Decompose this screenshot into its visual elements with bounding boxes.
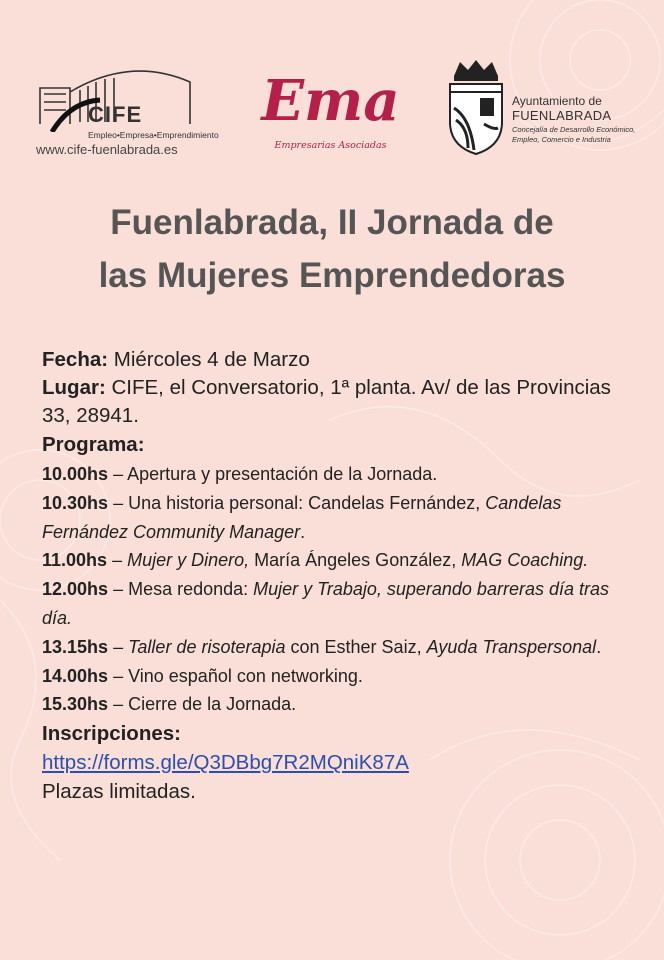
- event-details: [42, 346, 642, 807]
- cife-tagline: Empleo•Empresa•Emprendimiento: [88, 130, 219, 140]
- schedule-text-italic: Taller de risoterapia: [128, 636, 286, 657]
- event-title: [20, 196, 644, 302]
- lugar-row: [42, 374, 642, 430]
- logos-header: [30, 58, 640, 168]
- schedule-text-italic: Candelas Fernández Community Manager: [42, 492, 562, 542]
- schedule-item: [42, 546, 642, 575]
- programa-heading: Programa:: [42, 433, 145, 456]
- event-title-line2: las Mujeres Emprendedoras: [98, 256, 566, 295]
- schedule-time: 11.00hs: [42, 550, 108, 571]
- inscripciones-heading: Inscripciones:: [42, 722, 181, 746]
- ayuntamiento-line2: FUENLABRADA: [512, 108, 612, 123]
- schedule-sep: –: [108, 492, 129, 513]
- schedule-text: Apertura y presentación de la Jornada.: [127, 464, 438, 484]
- schedule-time: 10.30hs: [42, 492, 109, 513]
- schedule-item: [42, 460, 642, 489]
- fecha-value: Miércoles 4 de Marzo: [108, 348, 310, 371]
- schedule-text: Una historia personal: Candelas Fernández,: [128, 492, 486, 513]
- lugar-label: Lugar:: [42, 376, 106, 399]
- schedule-sep: –: [108, 464, 128, 484]
- programa-list: [42, 460, 642, 719]
- schedule-text: María Ángeles González,: [249, 550, 462, 571]
- coat-of-arms-icon: [444, 58, 508, 156]
- ema-subtitle: Empresarias Asociadas: [274, 140, 387, 151]
- schedule-text-italic: Mujer y Dinero,: [127, 550, 250, 571]
- schedule-sep: –: [108, 665, 129, 686]
- registration-link[interactable]: https://forms.gle/Q3DBbg7R2MQniK87A: [42, 751, 409, 775]
- ayuntamiento-line3: Concejalía de Desarrollo Económico, Empleo, Comercio e Industria: [512, 125, 636, 144]
- schedule-text: Mesa redonda:: [128, 579, 254, 600]
- schedule-item: [42, 633, 642, 662]
- cife-logo: [30, 62, 219, 162]
- schedule-sep: –: [108, 579, 129, 600]
- ayuntamiento-text: [512, 94, 652, 145]
- schedule-item: [42, 662, 642, 691]
- schedule-sep: –: [107, 550, 128, 571]
- schedule-text-italic: Ayuda Transpersonal: [426, 636, 597, 657]
- cife-url: www.cife-fuenlabrada.es: [36, 142, 178, 157]
- ema-wordmark: Ema: [261, 68, 400, 134]
- schedule-text: Cierre de la Jornada.: [128, 694, 297, 715]
- schedule-text: Vino español con networking.: [128, 665, 363, 686]
- fecha-row: [42, 346, 642, 374]
- schedule-time: 13.15hs: [42, 636, 109, 657]
- ema-logo: [248, 60, 418, 160]
- schedule-text-italic: MAG Coaching.: [461, 550, 589, 571]
- fecha-label: Fecha:: [42, 348, 109, 371]
- schedule-item: [42, 489, 642, 547]
- event-title-line1: Fuenlabrada, II Jornada de: [110, 203, 554, 242]
- schedule-time: 10.00hs: [42, 464, 109, 484]
- plazas-note: Plazas limitadas.: [42, 780, 196, 804]
- lugar-value: CIFE, el Conversatorio, 1ª planta. Av/ de las Provincias 33, 28941.: [42, 376, 611, 427]
- schedule-text: .: [596, 636, 602, 657]
- schedule-text-italic: Mujer y Trabajo, superando barreras día tras día.: [42, 579, 609, 628]
- ayuntamiento-logo: [444, 58, 644, 158]
- schedule-sep: –: [108, 636, 129, 657]
- cife-wordmark: CIFE: [88, 102, 143, 127]
- schedule-text: con Esther Saiz,: [285, 636, 427, 657]
- schedule-time: 14.00hs: [42, 665, 109, 686]
- schedule-sep: –: [108, 694, 129, 715]
- schedule-item: [42, 690, 642, 719]
- schedule-time: 12.00hs: [42, 579, 109, 600]
- schedule-text: .: [300, 521, 306, 542]
- ayuntamiento-line1: Ayuntamiento de: [512, 94, 602, 108]
- schedule-item: [42, 575, 642, 633]
- schedule-time: 15.30hs: [42, 694, 109, 715]
